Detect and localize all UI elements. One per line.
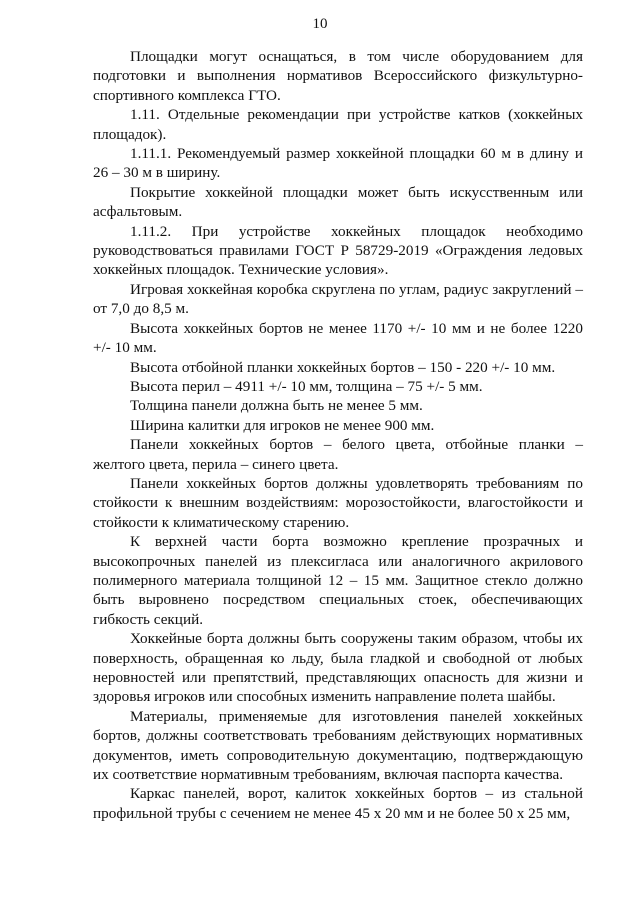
paragraph-materials-compliance: Материалы, применяемые для изготовления панелей хоккейных бортов, должны соответствовать требованиям действующих нормативных документов, иметь сопроводительную документацию, подтверждающую их соответствие нормативным требованиям, включая паспорта качества. (93, 707, 583, 784)
paragraph-board-height: Высота хоккейных бортов не менее 1170 +/- 10 мм и не более 1220 +/- 10 мм. (93, 319, 583, 357)
paragraph-panel-thickness: Толщина панели должна быть не менее 5 мм. (130, 397, 423, 415)
paragraph-durability-requirements: Панели хоккейных бортов должны удовлетворять требованиям по стойкости к внешним воздействиям: морозостойкости, влагостойкости и стойкости к климатическому старению. (93, 474, 583, 531)
document-body (93, 47, 583, 823)
paragraph-surface-coating: Покрытие хоккейной площадки может быть искусственным или асфальтовым. (93, 183, 583, 221)
paragraph-section-1-11-heading: 1.11. Отдельные рекомендации при устройстве катков (хоккейных площадок). (93, 106, 583, 143)
paragraph-gate-width: Ширина калитки для игроков не менее 900 мм. (130, 416, 435, 434)
paragraph-frame-construction: Каркас панелей, ворот, калиток хоккейных бортов – из стальной профильной трубы с сечением не менее 45 х 20 мм и не более 50 х 25 мм, (93, 785, 583, 822)
paragraph-kickplate-height: Высота отбойной планки хоккейных бортов – 150 - 220 +/- 10 мм. (130, 358, 556, 376)
page-number: 10 (312, 16, 328, 32)
paragraph-smooth-surface: Хоккейные борта должны быть сооружены таким образом, чтобы их поверхность, обращенная ко льду, была гладкой и свободной от любых неровностей или препятствий, представляющих опасность для жизни и здоровья игроков или способных изменить направление полета шайбы. (93, 630, 583, 706)
paragraph-corner-radius: Игровая хоккейная коробка скруглена по углам, радиус закруглений – от 7,0 до 8,5 м. (93, 280, 583, 318)
paragraph-railing-dimensions: Высота перил – 4911 +/- 10 мм, толщина – 75 +/- 5 мм. (130, 377, 483, 395)
paragraph-board-colors: Панели хоккейных бортов – белого цвета, отбойные планки – желтого цвета, перила – синего цвета. (93, 436, 583, 473)
paragraph-sports-grounds-equipment: Площадки могут оснащаться, в том числе оборудованием для подготовки и выполнения нормативов Всероссийского физкультурно-спортивного комплекса ГТО. (93, 48, 583, 104)
paragraph-protective-glass: К верхней части борта возможно крепление прозрачных и высокопрочных панелей из плексигласа или аналогичного акрилового полимерного материала толщиной 12 – 15 мм. Защитное стекло должно быть выровнено посредством специальных стоек, обеспечивающих гибкость секций. (93, 533, 583, 628)
paragraph-section-1-11-1-size: 1.11.1. Рекомендуемый размер хоккейной площадки 60 м в длину и 26 – 30 м в ширину. (93, 145, 583, 182)
paragraph-section-1-11-2-standard: 1.11.2. При устройстве хоккейных площадок необходимо руководствоваться правилами ГОСТ Р 58729-2019 «Ограждения ледовых хоккейных площадок. Технические условия». (93, 222, 583, 279)
